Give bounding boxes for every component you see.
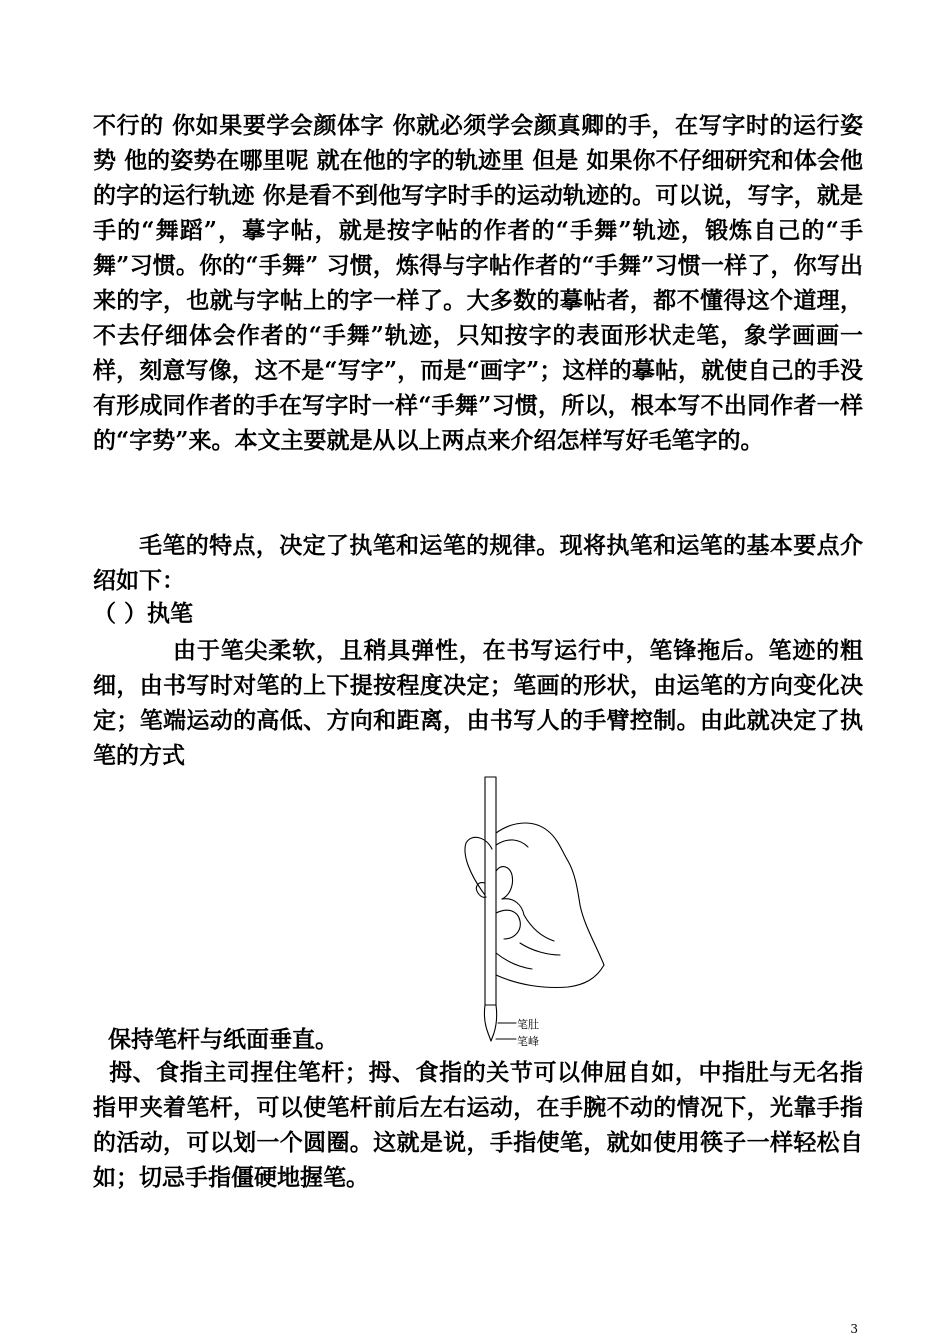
hand-holding-brush-illustration	[458, 775, 618, 1055]
index-finger-outline	[496, 823, 568, 861]
brush-shaft	[485, 777, 496, 1005]
palm-edge-outline	[496, 965, 604, 988]
figure-caption: 保持笔杆与纸面垂直。	[108, 1026, 338, 1053]
paragraph-body-2: 毛笔的特点，决定了执笔和运笔的规律。现将执笔和运笔的基本要点介绍如下：	[93, 532, 863, 594]
brush-head	[484, 1005, 496, 1041]
middle-finger-outline	[496, 867, 513, 899]
paragraph-body-4: 拇、食指主司捏住笔杆；拇、食指的关节可以伸屈自如，中指肚与无名指指甲夹着笔杆，可以使笔杆前后左右运动，在手腕不动的情况下，光靠手指的活动，可以划一个圆圈。这就是说，手指使笔，就如使用筷子一样轻松自如；切忌手指僵硬地握笔。	[93, 1059, 863, 1191]
hand-back-outline	[568, 861, 604, 965]
paragraph-body-3: 由于笔尖柔软，且稍具弹性，在书写运行中，笔锋拖后。笔迹的粗细，由书写时对笔的上下提按程度决定；笔画的形状，由运笔的方向变化决定；笔端运动的高低、方向和距离，由书写人的手臂控制。由此就决定了执笔的方式	[93, 637, 863, 769]
page-number: 3	[850, 1322, 858, 1336]
figure-label-brush-tip: 笔峰	[517, 1035, 539, 1048]
paragraph-body-1: 不行的 你如果要学会颜体字 你就必须学会颜真卿的手，在写字时的运行姿势 他的姿势在哪里呢 就在他的字的轨迹里 但是 如果你不仔细研究和体会他的字的运行轨迹 你是看不到他写字时手的运动轨迹的。可以说，写字，就是手的“舞蹈”，摹字帖，就是按字帖的作者的“手舞”轨迹，锻炼自己的“手舞”习惯。你的“手舞” 习惯，炼得与字帖作者的“手舞”习惯一样了，你写出来的字，也就与字帖上的字一样了。大多数的摹帖者，都不懂得这个道理，不去仔细体会作者的“手舞”轨迹，只知按字的表面形状走笔，象学画画一样，刻意写像，这不是“写字”，而是“画字”；这样的摹帖，就使自己的手没有形成同作者的手在写字时一样“手舞”习惯，所以，根本写不出同作者一样的“字势”来。本文主要就是从以上两点来介绍怎样写好毛笔字的。	[93, 112, 863, 454]
section-heading-brush-holding: （ ）执笔	[93, 600, 194, 627]
figure-label-brush-belly: 笔肚	[517, 1018, 539, 1031]
